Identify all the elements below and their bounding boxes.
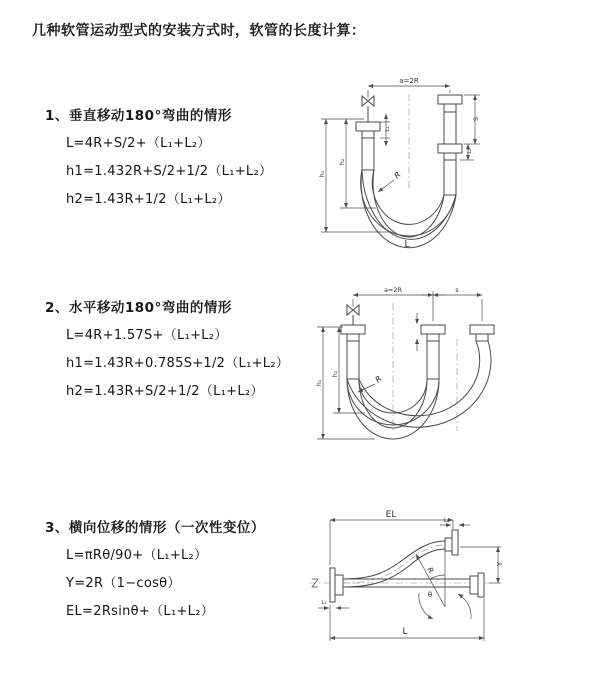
radius-callout — [358, 374, 384, 392]
section-2-heading: 2、水平移动180°弯曲的情形 — [45, 300, 232, 316]
label-r: R — [392, 170, 403, 181]
section-2-formula-h2: h2=1.43R+S/2+1/2（L₁+L₂） — [66, 384, 264, 399]
label-a2r: a=2R — [383, 286, 403, 294]
diagram-vertical-u-bend — [318, 72, 593, 257]
dim-l2 — [440, 518, 470, 525]
straight-pipe — [330, 565, 484, 602]
section-3-formula-el: EL=2Rsinθ+（L₁+L₂） — [66, 604, 215, 619]
left-pipe-fitting — [356, 122, 380, 170]
label-el: EL — [385, 510, 397, 520]
dim-l — [330, 598, 484, 641]
radius-and-angle — [416, 551, 471, 619]
upper-flange — [445, 530, 458, 555]
label-a2r: a=2R — [399, 77, 419, 85]
label-y: Y — [496, 561, 504, 567]
section-2-formula-h1: h1=1.43R+0.785S+1/2（L₁+L₂） — [66, 356, 290, 371]
hose-arcs — [347, 341, 491, 439]
label-l2: L₂ — [467, 148, 473, 154]
right-pipe-fitting — [438, 95, 462, 195]
diagram-lateral-displacement — [303, 503, 597, 651]
label-r: R — [425, 565, 436, 575]
label-h1: h₁ — [315, 379, 323, 387]
label-l2: L₂ — [443, 518, 449, 524]
dim-a2r-s — [353, 286, 482, 321]
pipe-fittings — [341, 325, 494, 379]
dim-heights — [318, 119, 390, 232]
label-h1: h₁ — [318, 170, 326, 178]
section-3-heading: 3、横向位移的情形（一次性变位） — [45, 520, 265, 536]
diagram-horizontal-u-bend — [313, 281, 595, 473]
label-theta: θ — [427, 591, 433, 599]
label-l1: L₁ — [321, 600, 327, 606]
label-s: S — [472, 116, 480, 122]
label-s: s — [455, 286, 459, 294]
label-h2: h₂ — [338, 158, 346, 166]
label-h2: h₂ — [331, 370, 339, 378]
section-1-formula-l: L=4R+S/2+（L₁+L₂） — [66, 136, 211, 151]
label-l-total: L — [404, 239, 410, 250]
dim-el — [330, 510, 453, 565]
section-1-formula-h1: h1=1.432R+S/2+1/2（L₁+L₂） — [66, 164, 273, 179]
dim-heights — [315, 327, 375, 439]
label-l: L — [402, 627, 408, 637]
s-curve-hose — [343, 541, 445, 587]
hose-arcs — [361, 170, 456, 248]
dim-s-l2 — [460, 95, 480, 160]
radius-callout — [378, 170, 403, 192]
section-2-formula-l: L=4R+1.57S+（L₁+L₂） — [66, 328, 228, 343]
section-3-formula-l: L=πRθ/90+（L₁+L₂） — [66, 548, 208, 563]
valve-icon — [362, 96, 374, 122]
section-1-formula-h2: h2=1.43R+1/2（L₁+L₂） — [66, 192, 231, 207]
page-title: 几种软管运动型式的安装方式时，软管的长度计算： — [32, 23, 366, 39]
section-1-heading: 1、垂直移动180°弯曲的情形 — [45, 108, 232, 124]
label-r: R — [373, 374, 384, 385]
section-3-formula-y: Y=2R（1−cosθ） — [66, 576, 181, 591]
dim-l1 — [380, 114, 391, 146]
label-l1: L₁ — [385, 126, 391, 132]
valve-icon — [347, 305, 359, 325]
